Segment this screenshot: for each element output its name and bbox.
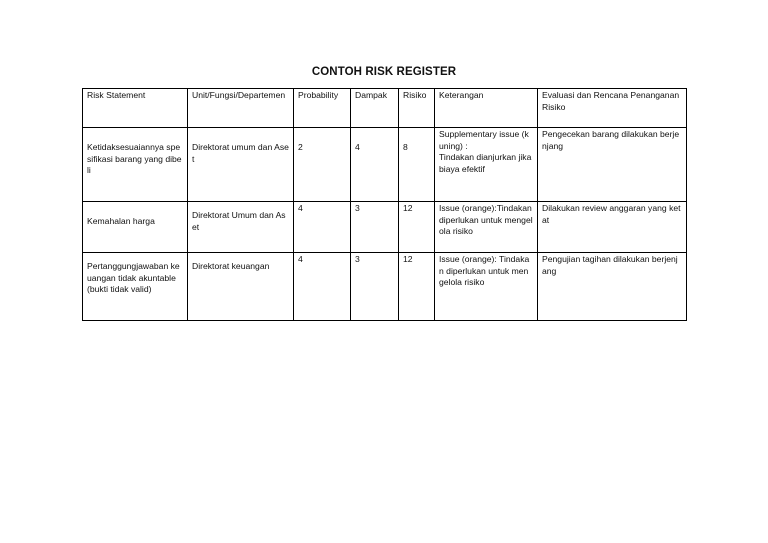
table-row: [83, 128, 687, 202]
column-header-risiko: Risiko: [399, 89, 435, 128]
cell-keterangan: Issue (orange): Tindakan diperlukan untuk mengelola risiko: [435, 253, 538, 321]
cell-evaluasi: Pengecekan barang dilakukan berjenjang: [538, 128, 687, 202]
table-row: [83, 253, 687, 321]
cell-dampak: 4: [351, 128, 399, 202]
cell-unit: Direktorat keuangan: [188, 253, 294, 321]
column-header-keterangan: Keterangan: [435, 89, 538, 128]
cell-probability: 4: [294, 253, 351, 321]
table-row: [83, 202, 687, 253]
cell-unit: Direktorat Umum dan Aset: [188, 202, 294, 253]
cell-risiko: 8: [399, 128, 435, 202]
column-header-unit: Unit/Fungsi/Departemen: [188, 89, 294, 128]
cell-dampak: 3: [351, 253, 399, 321]
cell-evaluasi: Dilakukan review anggaran yang ketat: [538, 202, 687, 253]
table-header-row: [83, 89, 687, 128]
cell-probability: 2: [294, 128, 351, 202]
column-header-risk-statement: Risk Statement: [83, 89, 188, 128]
risk-register-table: [82, 88, 687, 321]
cell-keterangan: Supplementary issue (kuning) : Tindakan dianjurkan jika biaya efektif: [435, 128, 538, 202]
cell-risiko: 12: [399, 253, 435, 321]
cell-risk-statement: Ketidaksesuaiannya spesifikasi barang yang dibeli: [83, 128, 188, 202]
column-header-evaluasi: Evaluasi dan Rencana Penanganan Risiko: [538, 89, 687, 128]
column-header-dampak: Dampak: [351, 89, 399, 128]
cell-probability: 4: [294, 202, 351, 253]
column-header-probability: Probability: [294, 89, 351, 128]
cell-risk-statement: Pertanggungjawaban keuangan tidak akuntable (bukti tidak valid): [83, 253, 188, 321]
cell-dampak: 3: [351, 202, 399, 253]
cell-keterangan: Issue (orange):Tindakan diperlukan untuk mengelola risiko: [435, 202, 538, 253]
cell-evaluasi: Pengujian tagihan dilakukan berjenjang: [538, 253, 687, 321]
cell-risiko: 12: [399, 202, 435, 253]
cell-unit: Direktorat umum dan Aset: [188, 128, 294, 202]
document-title: CONTOH RISK REGISTER: [311, 66, 457, 78]
cell-risk-statement: Kemahalan harga: [83, 202, 188, 253]
